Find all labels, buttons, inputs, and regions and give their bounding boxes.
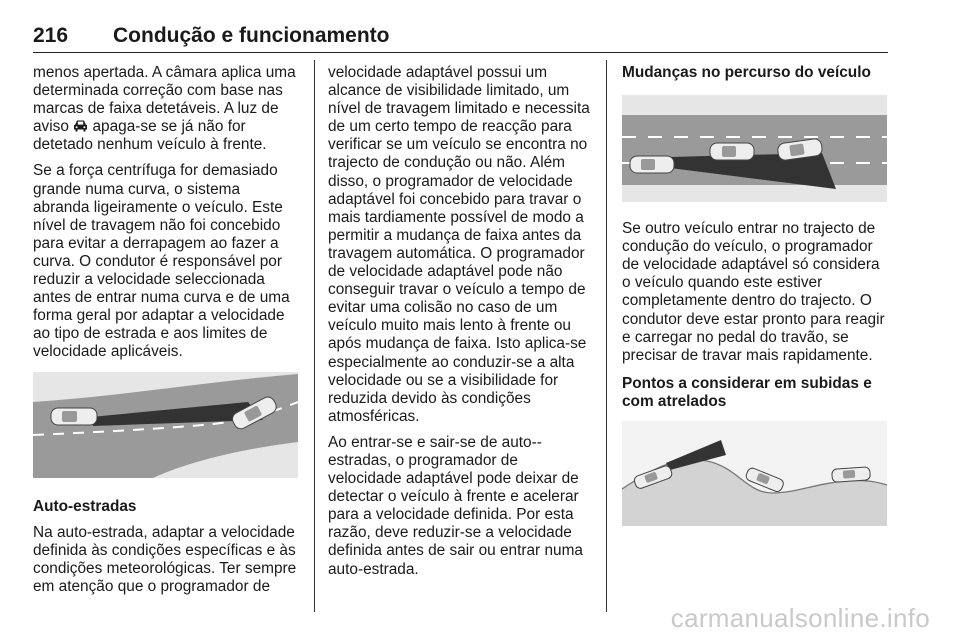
figure-hills xyxy=(622,421,887,526)
vehicle-far-icon xyxy=(832,467,871,483)
own-vehicle-icon xyxy=(51,408,97,425)
vehicle-ahead-icon xyxy=(73,119,88,132)
paragraph-lane-change: Se outro veículo entrar no trajecto de condução do veículo, o programador de velocidade adaptável só considera o veículo quando este estiver completamente dentro do trajecto. O condutor deve estar pronto para reagir e carregar no pedal do travão, se precisar de travar mais rapidamente. xyxy=(622,220,885,364)
paragraph-curve: Se a força centrífuga for demasiado grande numa curva, o sistema abranda ligeiramente o veículo. Este nível de travagem não foi concebido para evitar a derrapagem ao fazer a curva. O condutor é responsável por reduzir a velocidade seleccionada antes de entrar numa curva e de uma forma geral por adaptar a velocidade ao tipo de estrada e aos limites de velocidade aplicáveis. xyxy=(33,162,290,361)
heading-motorways: Auto-estradas xyxy=(33,497,137,515)
paragraph-motorway: Na auto-estrada, adaptar a velocidade definida às condições específicas e às condições meteorológicas. Ter sempre em atenção que o programador de xyxy=(33,523,297,595)
vehicle-ahead-icon xyxy=(710,143,754,160)
page-number: 216 xyxy=(33,24,69,47)
watermark: carmanualsonline.info xyxy=(670,603,930,633)
chapter-title: Condução e funcionamento xyxy=(113,24,390,47)
figure-curve-road xyxy=(33,372,298,478)
column-divider-2 xyxy=(606,60,607,612)
figure-lane-change xyxy=(622,95,887,202)
column-3 xyxy=(622,64,888,526)
own-vehicle-icon xyxy=(630,156,674,173)
column-1 xyxy=(33,64,300,604)
column-divider-1 xyxy=(314,60,315,612)
page-header xyxy=(33,22,888,53)
heading-lane-changes: Mudanças no percurso do veículo xyxy=(622,64,871,81)
heading-slopes-trailers: Pontos a considerar em subidas e com atrelados xyxy=(622,374,872,410)
paragraph-entering-motorway: Ao entrar-se e sair-se de auto--estradas, o programador de velocidade adaptável pode deixar de detectar o veículo à frente e acelerar para a velocidade definida. Por esta razão, deve reduzir-se a velocidade definida antes de sair ou entrar numa auto-estrada. xyxy=(328,433,583,578)
paragraph-warning-light: menos apertada. A câmara aplica uma determinada correção com base nas marcas de faixa detetáveis. A luz de aviso apaga-se se já não for detetado nenhum veículo à frente. xyxy=(33,64,296,154)
paragraph-limitations: velocidade adaptável possui um alcance de visibilidade limitado, um nível de travagem limitado e necessita de um certo tempo de reacção para verificar se um veículo se encontra no trajecto de condução ou não. Além disso, o programador de velocidade adaptável foi concebido para travar o mais tardiamente possível de modo a permitir a mudança de faixa antes da travagem automática. O programador de velocidade adaptável pode não conseguir travar o veículo a tempo de evitar uma colisão no caso de um veículo muito mais lento à frente ou após mudança de faixa. Isto aplica-se especialmente ao conduzir-se a alta velocidade ou se a visibilidade for reduzida devido às condições atmosféricas. xyxy=(328,64,590,425)
column-2 xyxy=(328,64,590,587)
